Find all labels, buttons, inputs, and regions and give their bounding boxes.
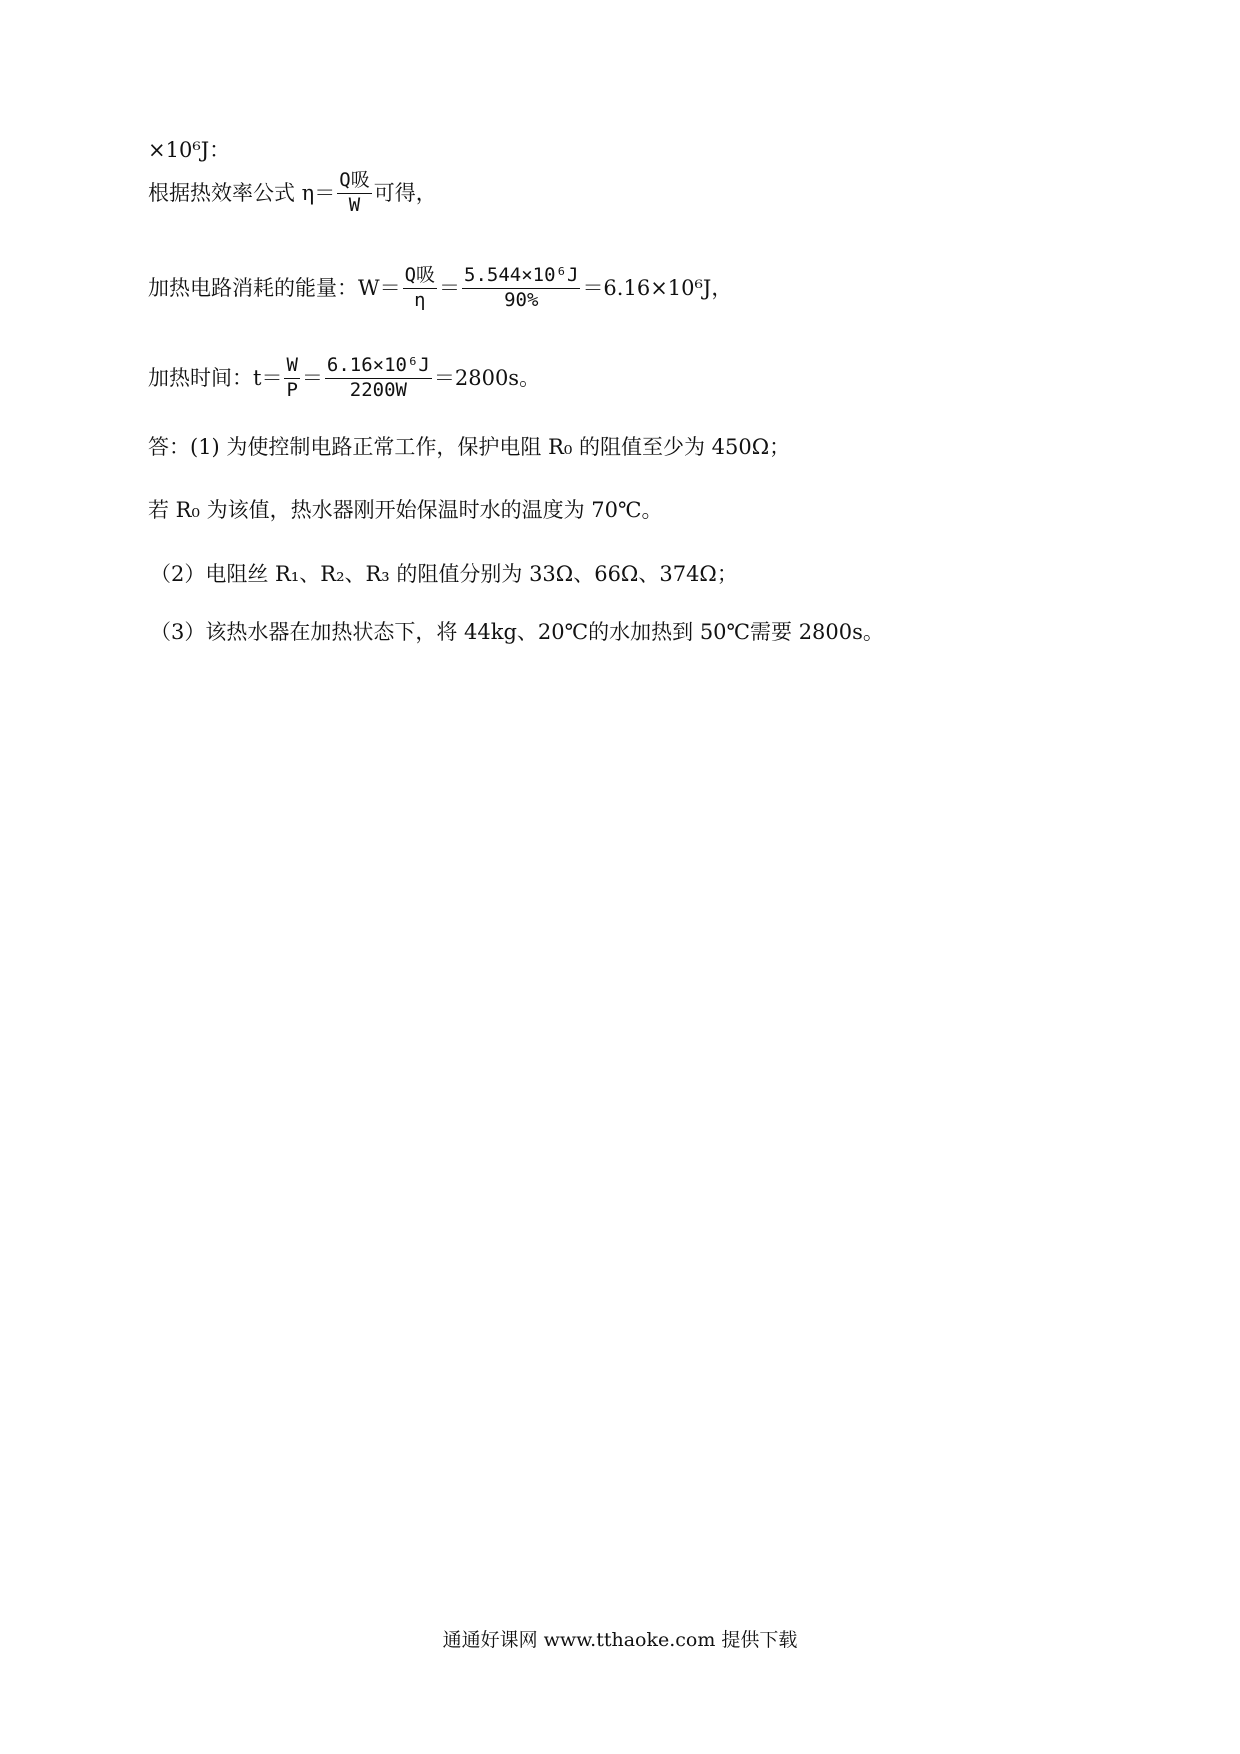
line-text: 根据热效率公式 η＝ bbox=[148, 180, 336, 205]
fraction-q-over-eta bbox=[403, 265, 437, 312]
fraction-denominator: P bbox=[286, 378, 298, 401]
equals-sign: ＝ bbox=[439, 275, 461, 300]
fraction-q-over-w bbox=[337, 170, 371, 217]
fraction-value bbox=[325, 355, 432, 402]
fraction-denominator: η bbox=[414, 288, 426, 311]
fraction-w-over-p bbox=[284, 355, 299, 402]
fraction-numerator: Q吸 bbox=[339, 169, 370, 191]
fraction-denominator: W bbox=[348, 193, 361, 216]
fraction-numerator: W bbox=[286, 354, 298, 376]
line-energy-tail: ×10⁶J： bbox=[148, 138, 231, 162]
fraction-value bbox=[462, 265, 580, 312]
fraction-denominator: 90% bbox=[504, 288, 539, 311]
line-energy-consumed bbox=[148, 265, 732, 312]
line-tail: ＝6.16×10⁶J， bbox=[582, 275, 733, 300]
fraction-numerator: Q吸 bbox=[404, 264, 436, 286]
page-footer: 通通好课网 www.tthaoke.com 提供下载 bbox=[442, 1629, 798, 1651]
line-text: 加热电路消耗的能量：W＝ bbox=[148, 275, 401, 300]
fraction-numerator: 6.16×10⁶J bbox=[326, 354, 430, 376]
fraction-denominator: 2200W bbox=[349, 378, 407, 401]
fraction-numerator: 5.544×10⁶J bbox=[464, 264, 579, 286]
equals-sign: ＝ bbox=[301, 365, 323, 390]
answer-line-4: （3）该热水器在加热状态下，将 44kg、20℃的水加热到 50℃需要 2800s。 bbox=[150, 620, 884, 644]
line-tail: 可得， bbox=[373, 180, 437, 205]
line-text: 加热时间：t＝ bbox=[148, 365, 283, 390]
answer-line-2: 若 R₀ 为该值，热水器刚开始保温时水的温度为 70℃。 bbox=[148, 498, 663, 522]
line-efficiency-formula bbox=[148, 170, 437, 217]
answer-line-3: （2）电阻丝 R₁、R₂、R₃ 的阻值分别为 33Ω、66Ω、374Ω； bbox=[150, 562, 738, 586]
line-tail: ＝2800s。 bbox=[433, 365, 541, 390]
answer-line-1: 答：(1) 为使控制电路正常工作，保护电阻 R₀ 的阻值至少为 450Ω； bbox=[148, 435, 791, 459]
line-heating-time bbox=[148, 355, 540, 402]
